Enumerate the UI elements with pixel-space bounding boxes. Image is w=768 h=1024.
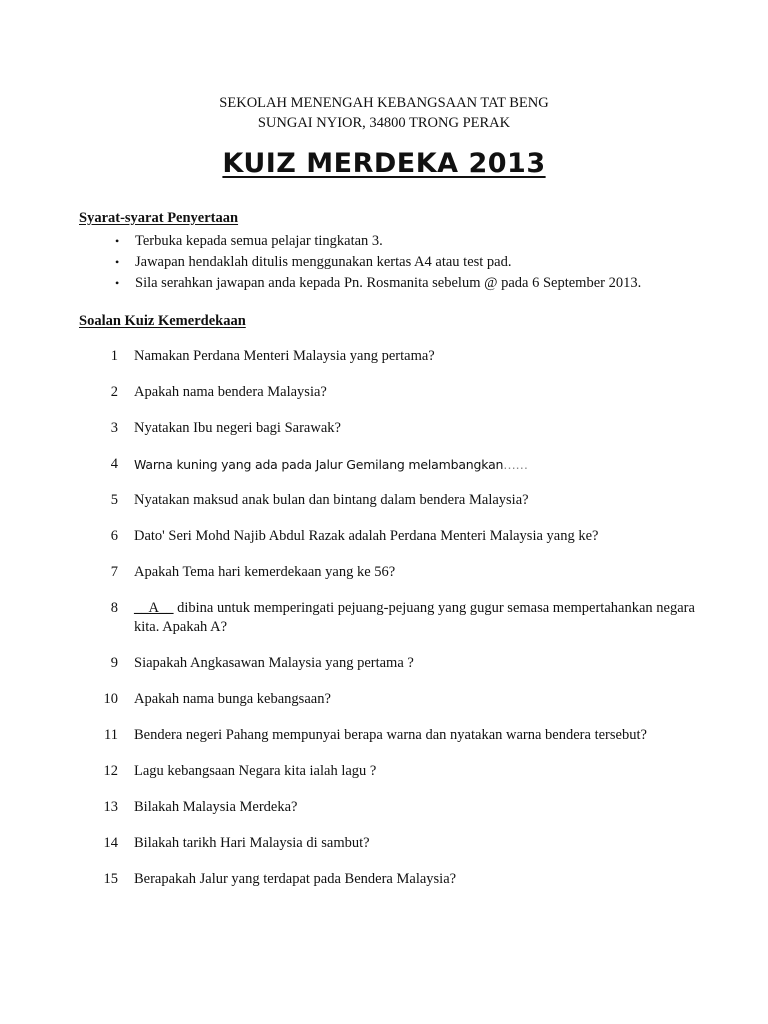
question-number: 12 [103,763,118,779]
question-item [79,690,719,709]
question-number: 2 [110,384,118,400]
question-text: Bilakah tarikh Hari Malaysia di sambut? [134,835,370,851]
list-item: • Sila serahkan jawapan anda kepada Pn. Rosmanita sebelum @ pada 6 September 2013. [79,273,641,294]
question-number: 8 [110,600,118,616]
question-text: Apakah nama bunga kebangsaan? [134,691,331,707]
question-text: Nyatakan Ibu negeri bagi Sarawak? [134,420,341,436]
question-number: 1 [110,348,118,364]
question-number: 13 [103,799,118,815]
bullet-icon: • [115,276,120,290]
question-number: 6 [110,528,118,544]
question-item [79,455,719,474]
question-text: Apakah nama bendera Malaysia? [134,384,327,400]
rules-heading: Syarat-syarat Penyertaan [79,210,239,226]
question-item [79,419,719,438]
question-item [79,870,719,889]
question-text: Berapakah Jalur yang terdapat pada Bendera Malaysia? [134,871,457,887]
page-title: KUIZ MERDEKA 2013 [222,148,546,179]
questions-heading: Soalan Kuiz Kemerdekaan [79,313,246,329]
question-number: 11 [104,727,118,743]
answer-blank: __A__ [134,600,174,616]
question-item [79,726,719,745]
question-item [79,563,719,582]
question-item [79,599,719,637]
question-item [79,491,719,510]
question-text: Lagu kebangsaan Negara kita ialah lagu ? [134,763,377,779]
bullet-icon: • [115,255,120,269]
question-item [79,347,719,366]
question-text: Bilakah Malaysia Merdeka? [134,799,298,815]
question-item [79,383,719,402]
question-item [79,762,719,781]
question-number: 5 [110,492,118,508]
question-number: 7 [110,564,118,580]
question-item [79,527,719,546]
question-text: Dato' Seri Mohd Najib Abdul Razak adalah Perdana Menteri Malaysia yang ke? [134,528,599,544]
question-text: Bendera negeri Pahang mempunyai berapa warna dan nyatakan warna bendera tersebut? [134,727,647,743]
question-text: Nyatakan maksud anak bulan dan bintang dalam bendera Malaysia? [134,492,529,508]
list-item: • Terbuka kepada semua pelajar tingkatan 3. [79,231,641,252]
question-text: __A__ dibina untuk memperingati pejuang-pejuang yang gugur semasa mempertahankan negara kita. Apakah A? [134,600,695,635]
question-number: 3 [110,420,118,436]
question-number: 9 [110,655,118,671]
question-number: 14 [103,835,118,851]
school-address: SUNGAI NYIOR, 34800 TRONG PERAK [257,115,511,131]
answer-dots: …… [503,457,528,472]
bullet-icon: • [115,234,120,248]
list-item: • Jawapan hendaklah ditulis menggunakan kertas A4 atau test pad. [79,252,641,273]
question-number: 15 [103,871,118,887]
question-number: 10 [103,691,118,707]
question-text: Siapakah Angkasawan Malaysia yang pertama ? [134,655,414,671]
question-text: Namakan Perdana Menteri Malaysia yang pertama? [134,348,435,364]
questions-list [79,347,719,906]
school-name: SEKOLAH MENENGAH KEBANGSAAN TAT BENG [219,95,549,111]
question-text: Apakah Tema hari kemerdekaan yang ke 56? [134,564,396,580]
question-number: 4 [110,456,118,472]
rules-list [79,231,641,294]
question-item [79,654,719,673]
question-text: Warna kuning yang ada pada Jalur Gemilang melambangkan…… [134,457,528,472]
question-item [79,834,719,853]
question-item [79,798,719,817]
